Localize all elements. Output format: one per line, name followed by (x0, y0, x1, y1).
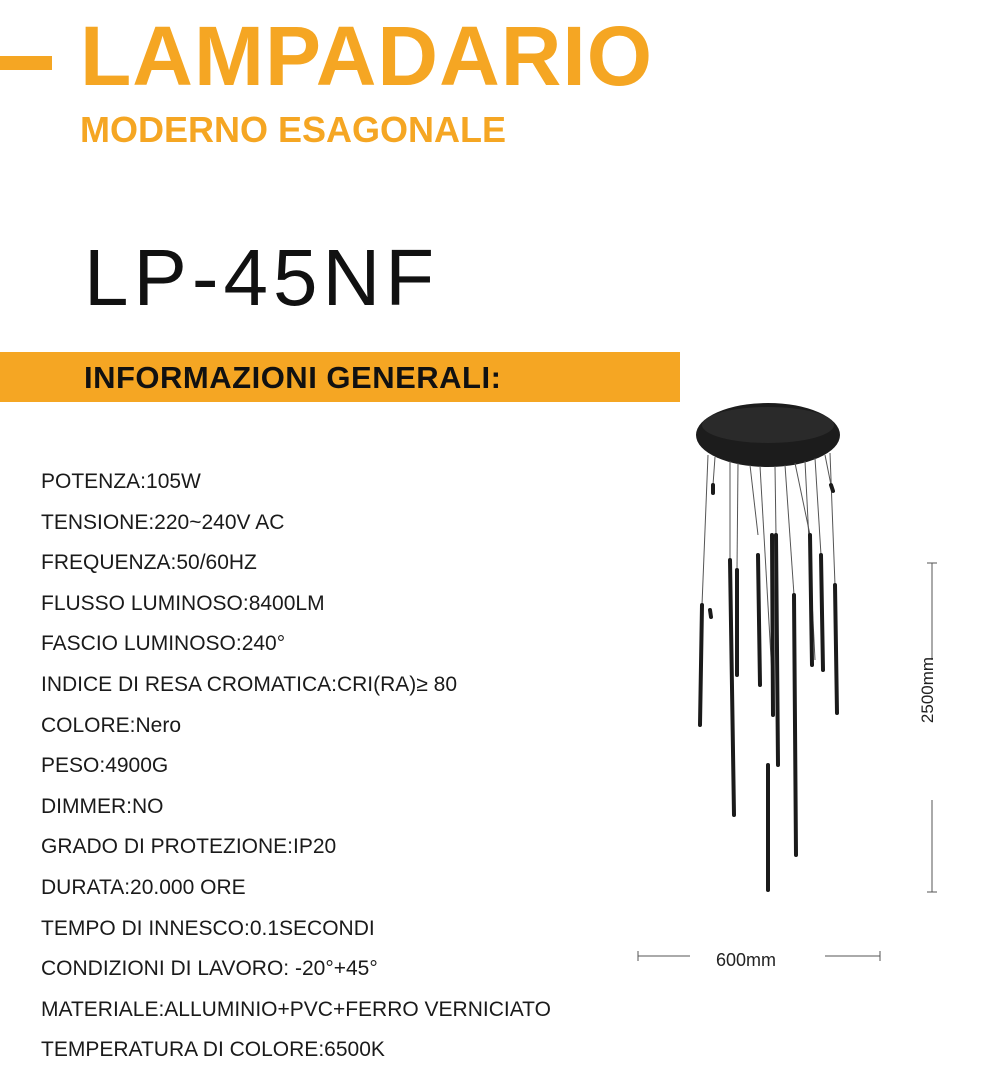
product-title: LAMPADARIO (80, 9, 654, 103)
product-subtitle: MODERNO ESAGONALE (80, 109, 507, 150)
spec-item: PESO:4900G (41, 754, 169, 778)
pendant-rods (700, 485, 837, 890)
width-dimension: 600mm (716, 950, 777, 970)
spec-item: FLUSSO LUMINOSO:8400LM (41, 591, 325, 615)
spec-item: TENSIONE:220~240V AC (41, 510, 285, 534)
spec-item: GRADO DI PROTEZIONE:IP20 (41, 835, 337, 859)
spec-item: FASCIO LUMINOSO:240° (41, 632, 286, 656)
spec-item: FREQUENZA:50/60HZ (41, 551, 257, 575)
model-code: LP-45NF (84, 233, 440, 322)
dimension-lines (638, 563, 937, 961)
spec-list (41, 462, 551, 1071)
spec-item: COLORE:Nero (41, 713, 182, 737)
spec-item: TEMPERATURA DI COLORE:6500K (41, 1038, 385, 1062)
accent-dash (0, 56, 52, 70)
spec-item: POTENZA:105W (41, 470, 201, 493)
spec-item: CONDIZIONI DI LAVORO: -20°+45° (41, 957, 378, 981)
spec-item: MATERIALE:ALLUMINIO+PVC+FERRO VERNICIATO (41, 997, 551, 1021)
spec-item: DURATA:20.000 ORE (41, 875, 246, 899)
section-banner (0, 352, 680, 402)
spec-item: DIMMER:NO (41, 794, 164, 818)
pendant-wires (702, 453, 835, 675)
height-dimension: 2500mm (918, 656, 937, 724)
spec-item: INDICE DI RESA CROMATICA:CRI(RA)≥ 80 (41, 672, 458, 696)
spec-item: TEMPO DI INNESCO:0.1SECONDI (41, 916, 375, 940)
section-title: INFORMAZIONI GENERALI: (84, 360, 502, 395)
